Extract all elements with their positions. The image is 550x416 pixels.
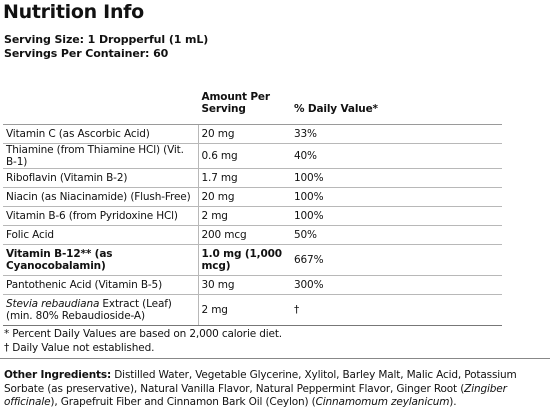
nutrient-name: Pantothenic Acid (Vitamin B-5) — [3, 275, 198, 294]
table-row — [3, 187, 502, 206]
nutrient-daily-value: 300% — [291, 275, 502, 294]
nutrient-name: Riboflavin (Vitamin B-2) — [3, 168, 198, 187]
nutrient-name: Vitamin C (as Ascorbic Acid) — [3, 124, 198, 143]
nutrient-name-italic: Stevia rebaudiana — [6, 297, 100, 310]
nutrient-daily-value: 40% — [291, 143, 502, 168]
header-daily-value: % Daily Value* — [291, 74, 502, 124]
other-ingredients — [4, 369, 549, 410]
header-nutrient — [3, 74, 198, 124]
table-row — [3, 206, 502, 225]
ingredients-italic: Zingiber officinale — [4, 382, 507, 408]
nutrient-daily-value: 33% — [291, 124, 502, 143]
divider — [0, 358, 550, 359]
nutrient-daily-value: 50% — [291, 225, 502, 244]
nutrient-amount: 2 mg — [198, 206, 291, 225]
page-title: Nutrition Info — [3, 1, 144, 23]
nutrient-amount: 20 mg — [198, 187, 291, 206]
ingredients-label: Other Ingredients: — [4, 369, 112, 381]
serving-size: Serving Size: 1 Dropperful (1 mL) — [4, 33, 209, 46]
nutrient-amount: 1.0 mg (1,000 mcg) — [198, 244, 291, 275]
nutrient-daily-value: 100% — [291, 187, 502, 206]
nutrient-name: Vitamin B-12** (as Cyanocobalamin) — [3, 244, 198, 275]
nutrition-table — [3, 74, 502, 326]
nutrient-name: Thiamine (from Thiamine HCl) (Vit. B-1) — [3, 143, 198, 168]
nutrient-amount: 0.6 mg — [198, 143, 291, 168]
ingredients-text: Distilled Water, Vegetable Glycerine, Xylitol, Barley Malt, Malic Acid, Potassium Sorbate (as preservative), Natural Vanilla Flavor, Natural Peppermint Flavor, Ginger Root ( — [4, 369, 517, 395]
footnote-dagger: † Daily Value not established. — [4, 342, 155, 354]
nutrient-amount: 2 mg — [198, 294, 291, 325]
table-row — [3, 124, 502, 143]
table-header-row — [3, 74, 502, 124]
ingredients-italic: Cinnamomum zeylanicum — [315, 396, 450, 408]
table-row — [3, 225, 502, 244]
nutrient-amount: 200 mcg — [198, 225, 291, 244]
header-amount: Amount Per Serving — [198, 74, 291, 124]
nutrient-name: Folic Acid — [3, 225, 198, 244]
nutrient-amount: 30 mg — [198, 275, 291, 294]
nutrient-name — [3, 294, 198, 325]
table-row — [3, 275, 502, 294]
nutrient-amount: 1.7 mg — [198, 168, 291, 187]
nutrient-name: Niacin (as Niacinamide) (Flush-Free) — [3, 187, 198, 206]
ingredients-text: ), Grapefruit Fiber and Cinnamon Bark Oil (Ceylon) ( — [50, 396, 316, 408]
nutrient-name-rest: Extract (Leaf) (min. 80% Rebaudioside-A) — [6, 297, 172, 322]
nutrient-amount: 20 mg — [198, 124, 291, 143]
footnote-percent: * Percent Daily Values are based on 2,000 calorie diet. — [4, 328, 282, 340]
table-row — [3, 143, 502, 168]
ingredients-text: ). — [449, 396, 457, 408]
nutrient-name: Vitamin B-6 (from Pyridoxine HCl) — [3, 206, 198, 225]
table-row-highlight — [3, 244, 502, 275]
nutrient-daily-value: † — [291, 294, 502, 325]
nutrient-daily-value: 667% — [291, 244, 502, 275]
nutrient-daily-value: 100% — [291, 206, 502, 225]
table-row — [3, 168, 502, 187]
nutrient-daily-value: 100% — [291, 168, 502, 187]
servings-per-container: Servings Per Container: 60 — [4, 47, 169, 60]
table-row — [3, 294, 502, 325]
